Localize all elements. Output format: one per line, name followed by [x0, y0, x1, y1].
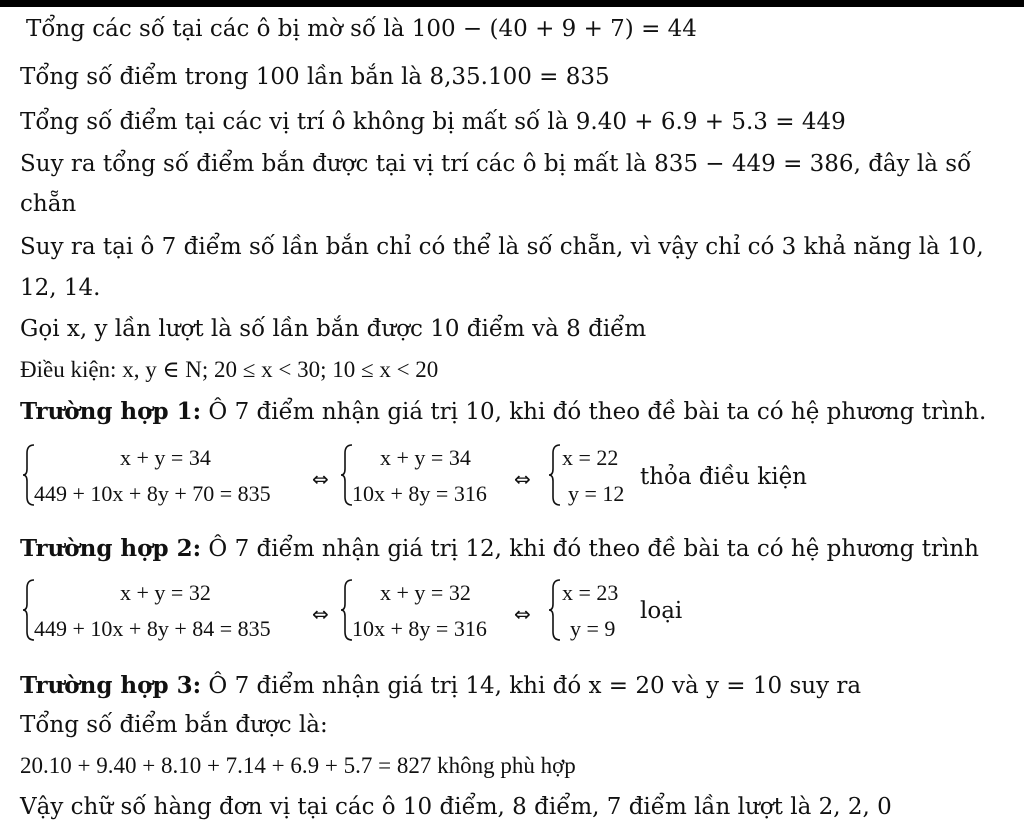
- case2-sys2-eq2: 10x + 8y = 316: [352, 616, 487, 641]
- left-brace-icon: [548, 443, 562, 507]
- line-total-827: 20.10 + 9.40 + 8.10 + 7.14 + 6.9 + 5.7 = 827 không phù hợp: [20, 753, 576, 778]
- case3-text: Ô 7 điểm nhận giá trị 14, khi đó x = 20 và y = 10 suy ra: [201, 673, 862, 699]
- case2-sys1-eq2: 449 + 10x + 8y + 84 = 835: [34, 616, 271, 641]
- case2-system-original: [22, 578, 312, 652]
- case1-result: thỏa điều kiện: [640, 464, 807, 490]
- case1-text: Ô 7 điểm nhận giá trị 10, khi đó theo đề bài ta có hệ phương trình.: [201, 399, 987, 425]
- case2-system-solution: [548, 578, 638, 652]
- line-define-xy: Gọi x, y lần lượt là số lần bắn được 10 điểm và 8 điểm: [20, 316, 647, 342]
- line-even-word: chẵn: [20, 191, 77, 217]
- case1-system-solution: [548, 443, 638, 517]
- line-conclusion: Vậy chữ số hàng đơn vị tại các ô 10 điểm, 8 điểm, 7 điểm lần lượt là 2, 2, 0: [20, 794, 892, 820]
- case1-sys1-eq2: 449 + 10x + 8y + 70 = 835: [34, 481, 271, 506]
- case2-heading: Trường hợp 2:: [20, 535, 202, 562]
- case3-statement: [20, 672, 861, 700]
- case2-sys3-eq2: y = 9: [570, 616, 616, 641]
- case2-sys2-eq1: x + y = 32: [380, 580, 471, 605]
- case1-iff-2: ⇔: [514, 467, 531, 491]
- line-conditions: Điều kiện: x, y ∈ N; 20 ≤ x < 30; 10 ≤ x < 20: [20, 357, 439, 382]
- case1-heading: Trường hợp 1:: [20, 398, 202, 425]
- line-seven-even: Suy ra tại ô 7 điểm số lần bắn chỉ có thể là số chẵn, vì vậy chỉ có 3 khả năng là 10,: [20, 234, 984, 260]
- case1-sys3-eq1: x = 22: [562, 445, 619, 470]
- line-total-shot: Tổng số điểm bắn được là:: [20, 712, 328, 738]
- left-brace-icon: [548, 578, 562, 642]
- case1-statement: [20, 398, 986, 426]
- case2-system-simplified: [340, 578, 520, 652]
- line-blurred-sum: Tổng các số tại các ô bị mờ số là 100 − (40 + 9 + 7) = 44: [26, 16, 697, 42]
- case2-sys3-eq1: x = 23: [562, 580, 619, 605]
- line-total-points: Tổng số điểm trong 100 lần bắn là 8,35.100 = 835: [20, 64, 610, 90]
- case2-text: Ô 7 điểm nhận giá trị 12, khi đó theo đề bài ta có hệ phương trình: [201, 536, 979, 562]
- case2-iff-1: ⇔: [312, 602, 329, 626]
- case2-sys1-eq1: x + y = 32: [120, 580, 211, 605]
- case2-statement: [20, 535, 979, 563]
- case2-iff-2: ⇔: [514, 602, 531, 626]
- case1-system-simplified: [340, 443, 520, 517]
- line-three-options: 12, 14.: [20, 275, 101, 301]
- line-missing-points: Suy ra tổng số điểm bắn được tại vị trí các ô bị mất là 835 − 449 = 386, đây là số: [20, 151, 972, 177]
- case1-sys3-eq2: y = 12: [568, 481, 625, 506]
- case1-iff-1: ⇔: [312, 467, 329, 491]
- case3-heading: Trường hợp 3:: [20, 672, 202, 699]
- case1-sys2-eq2: 10x + 8y = 316: [352, 481, 487, 506]
- case1-sys1-eq1: x + y = 34: [120, 445, 211, 470]
- case1-system-original: [22, 443, 312, 517]
- case1-sys2-eq1: x + y = 34: [380, 445, 471, 470]
- case2-result: loại: [640, 598, 683, 624]
- line-known-points: Tổng số điểm tại các vị trí ô không bị mất số là 9.40 + 6.9 + 5.3 = 449: [20, 109, 846, 135]
